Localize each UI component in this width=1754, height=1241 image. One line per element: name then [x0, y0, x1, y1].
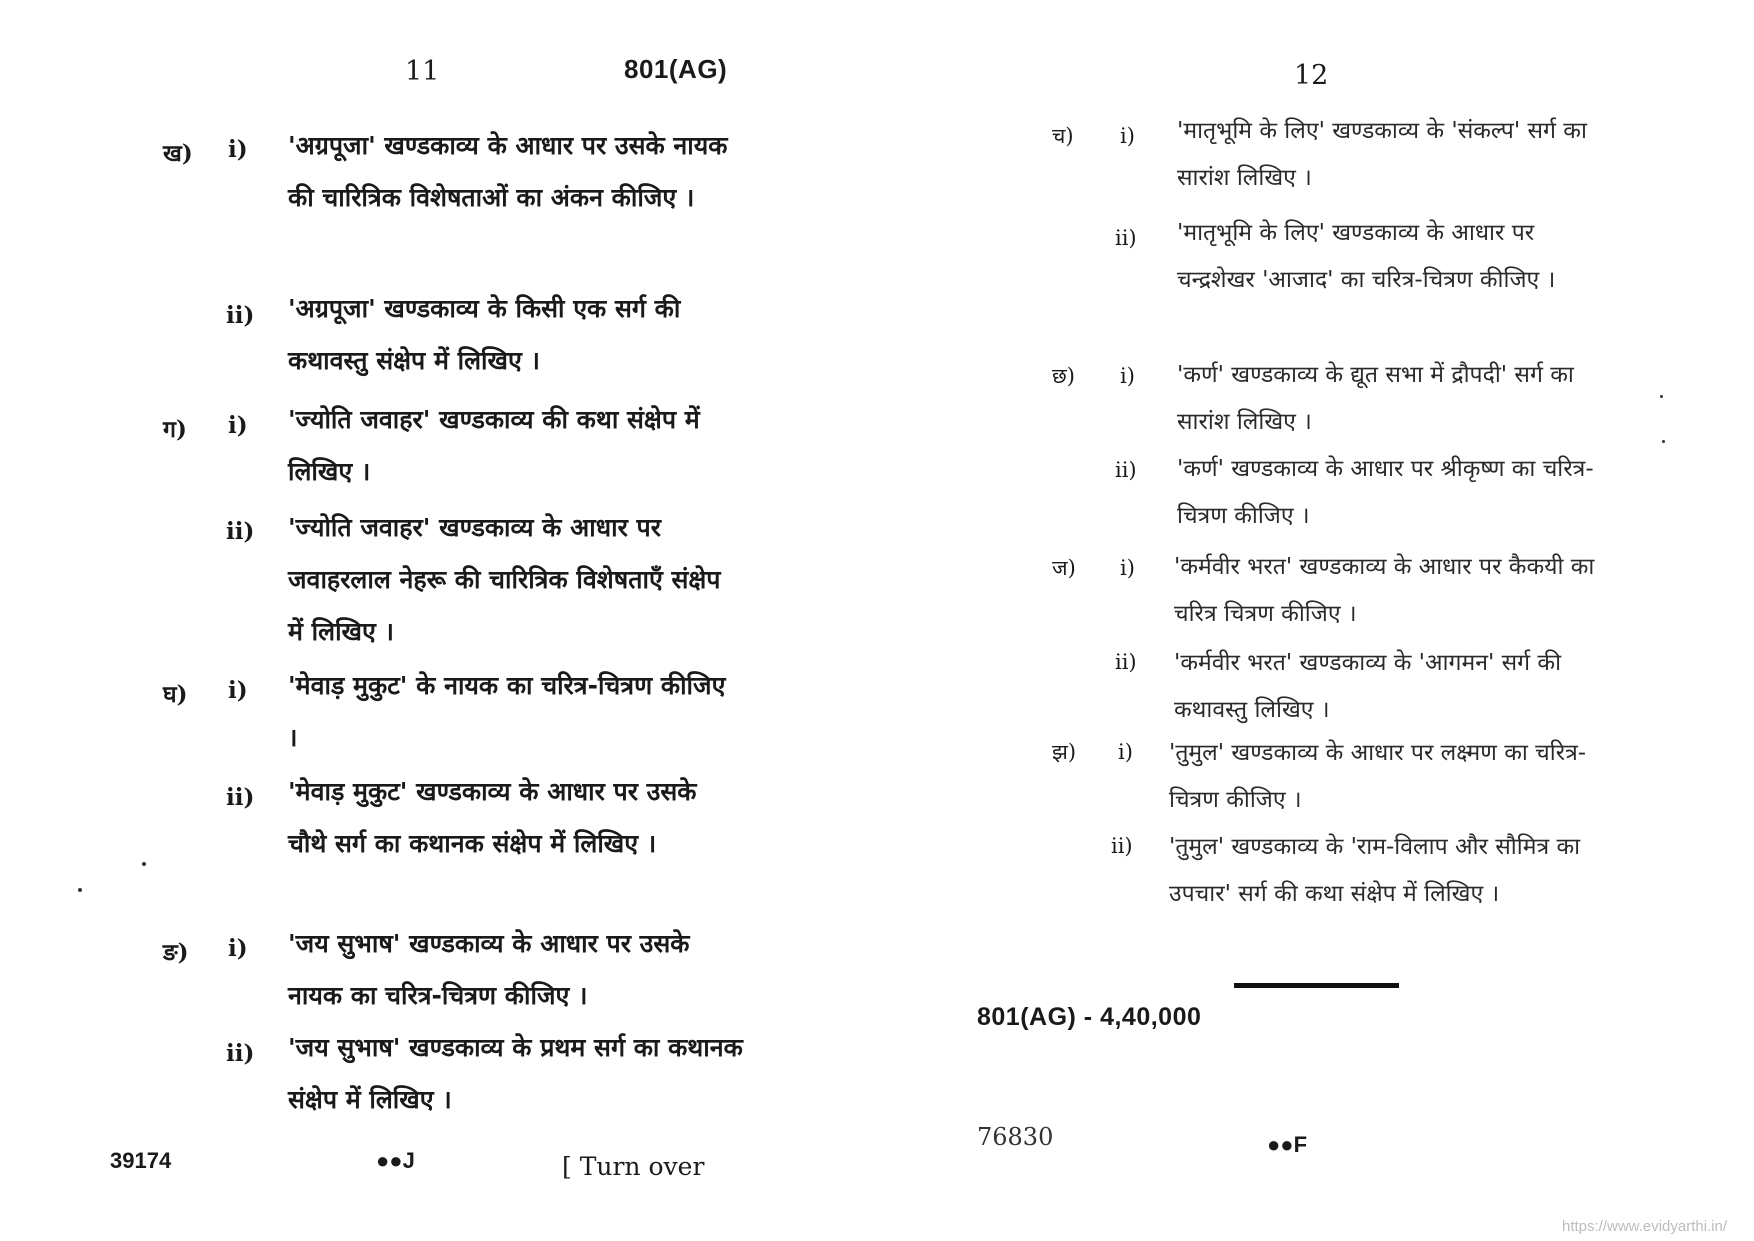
turn-over: [ Turn over [562, 1152, 705, 1181]
watermark-url: https://www.evidyarthi.in/ [1562, 1218, 1728, 1235]
item-number: i) [1120, 124, 1135, 148]
item-number: i) [1120, 364, 1135, 388]
item-number: ii) [1111, 834, 1133, 858]
end-rule [1234, 983, 1399, 988]
page-number: 11 [405, 56, 440, 87]
scan-speck [1662, 440, 1665, 443]
question-text: 'जय सुभाष' खण्डकाव्य के आधार पर उसके नायक का चरित्र-चित्रण कीजिए । [288, 929, 690, 1010]
item-number: ii) [1115, 650, 1137, 674]
section-label: ङ) [163, 939, 189, 966]
question-text: 'अग्रपूजा' खण्डकाव्य के किसी एक सर्ग की कथावस्तु संक्षेप में लिखिए । [288, 294, 681, 375]
paper-code: 801(AG) [624, 54, 728, 84]
scan-speck [78, 888, 82, 892]
question-text: 'कर्ण' खण्डकाव्य के आधार पर श्रीकृष्ण का चरित्र-चित्रण कीजिए । [1177, 456, 1594, 529]
item-number: ii) [226, 518, 255, 545]
question-text: 'मातृभूमि के लिए' खण्डकाव्य के आधार पर चन्द्रशेखर 'आजाद' का चरित्र-चित्रण कीजिए । [1177, 220, 1556, 293]
item-number: ii) [226, 784, 255, 811]
question-text: 'तुमुल' खण्डकाव्य के 'राम-विलाप और सौमित्र का उपचार' सर्ग की कथा संक्षेप में लिखिए । [1169, 834, 1581, 907]
question-text: 'ज्योति जवाहर' खण्डकाव्य की कथा संक्षेप में लिखिए । [288, 405, 700, 486]
set-code: ●●F [1267, 1132, 1308, 1157]
set-code: ●●J [376, 1148, 415, 1173]
question-text: 'अग्रपूजा' खण्डकाव्य के आधार पर उसके नायक की चारित्रिक विशेषताओं का अंकन कीजिए । [288, 131, 728, 212]
item-number: i) [228, 935, 248, 962]
item-number: i) [1118, 740, 1133, 764]
serial-number: 76830 [977, 1123, 1054, 1151]
item-number: i) [228, 677, 248, 704]
section-label: ख) [163, 140, 193, 167]
question-text: 'ज्योति जवाहर' खण्डकाव्य के आधार पर जवाहरलाल नेहरू की चारित्रिक विशेषताएँ संक्षेप में लिखिए । [288, 513, 721, 646]
item-number: ii) [1115, 458, 1137, 482]
scan-speck [1660, 395, 1663, 398]
print-run: 801(AG) - 4,40,000 [977, 1003, 1202, 1031]
question-text: 'मेवाड़ मुकुट' खण्डकाव्य के आधार पर उसके चौथे सर्ग का कथानक संक्षेप में लिखिए । [288, 777, 697, 858]
right-page [877, 0, 1754, 1241]
section-label: ज) [1052, 556, 1076, 580]
page-number: 12 [1294, 60, 1329, 91]
section-label: घ) [163, 681, 188, 708]
question-text: 'मेवाड़ मुकुट' के नायक का चरित्र-चित्रण कीजिए । [288, 671, 726, 752]
item-number: ii) [226, 302, 255, 329]
scan-speck [142, 862, 146, 866]
item-number: ii) [226, 1040, 255, 1067]
section-label: च) [1052, 124, 1074, 148]
item-number: i) [228, 412, 248, 439]
question-text: 'तुमुल' खण्डकाव्य के आधार पर लक्ष्मण का चरित्र-चित्रण कीजिए । [1169, 740, 1587, 813]
question-text: 'कर्मवीर भरत' खण्डकाव्य के आधार पर कैकयी का चरित्र चित्रण कीजिए । [1174, 554, 1595, 627]
section-label: छ) [1052, 364, 1075, 388]
question-text: 'कर्ण' खण्डकाव्य के द्यूत सभा में द्रौपदी' सर्ग का सारांश लिखिए । [1177, 362, 1574, 435]
item-number: i) [1120, 556, 1135, 580]
serial-number: 39174 [110, 1148, 172, 1173]
section-label: ग) [163, 416, 187, 443]
question-text: 'मातृभूमि के लिए' खण्डकाव्य के 'संकल्प' सर्ग का सारांश लिखिए । [1177, 118, 1587, 191]
item-number: i) [228, 136, 248, 163]
section-label: झ) [1052, 740, 1077, 764]
item-number: ii) [1115, 226, 1137, 250]
question-text: 'कर्मवीर भरत' खण्डकाव्य के 'आगमन' सर्ग की कथावस्तु लिखिए । [1174, 650, 1562, 723]
question-text: 'जय सुभाष' खण्डकाव्य के प्रथम सर्ग का कथानक संक्षेप में लिखिए । [288, 1033, 743, 1114]
